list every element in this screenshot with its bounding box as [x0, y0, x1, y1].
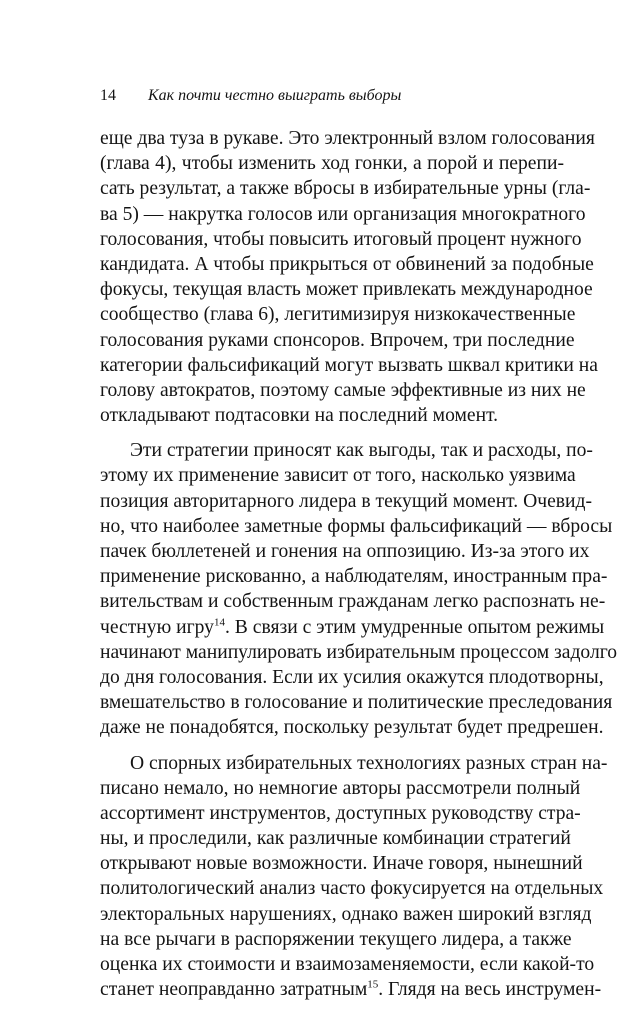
text-line: ва 5) — накрутка голосов или организация многократного [100, 203, 586, 225]
text-line: на все рычаги в распоряжении текущего лидера, а также [100, 928, 572, 950]
text-line: голосования, чтобы повысить итоговый процент нужного [100, 228, 582, 250]
text-line: (глава 4), чтобы изменить ход гонки, а порой и перепи- [100, 153, 564, 175]
text-line: позиция авторитарного лидера в текущий момент. Очевид- [100, 490, 593, 512]
text-line: кандидата. А чтобы прикрыться от обвинений за подобные [100, 253, 594, 275]
text-line: открывают новые возможности. Иначе говоря, нынешний [100, 853, 583, 875]
text-line-with-footnote [100, 615, 605, 640]
text-line: писано немало, но немногие авторы рассмотрели полный [100, 777, 581, 799]
footnote-ref-14[interactable]: 14 [213, 616, 225, 629]
text-line-with-footnote [100, 977, 602, 1002]
text-line: фокусы, текущая власть может привлекать международное [100, 279, 593, 301]
text-line: Эти стратегии приносят как выгоды, так и расходы, по- [130, 440, 593, 462]
text-line: применение рискованно, а наблюдателям, иностранным пра- [100, 566, 608, 588]
text-line: голосования руками спонсоров. Впрочем, три последние [100, 329, 575, 351]
text-line: но, что наиболее заметные формы фальсификаций — вбросы [100, 515, 613, 537]
paragraph-2 [100, 438, 618, 740]
text-line: политологический анализ часто фокусируется на отдельных [100, 878, 604, 900]
text-line: ассортимент инструментов, доступных руководству стра- [100, 802, 581, 824]
line-text-tail: . В связи с этим умудренные опытом режимы [224, 616, 605, 638]
paragraph-1 [100, 126, 598, 428]
book-title: Как почти честно выиграть выборы [148, 87, 402, 104]
text-line: электоральных нарушениях, однако важен широкий взгляд [100, 903, 592, 925]
text-line: откладывают подтасовки на последний момент. [100, 405, 499, 427]
text-line: до дня голосования. Если их усилия окажутся плодотворны, [100, 666, 604, 688]
text-line: категории фальсификаций могут вызвать шквал критики на [100, 354, 598, 376]
body-text [100, 126, 618, 1012]
line-text: честную игру [100, 616, 214, 638]
text-line: пачек бюллетеней и гонения на оппозицию. Из-за этого их [100, 541, 590, 562]
text-line: вмешательство в голосование и политические преследования [100, 692, 613, 714]
footnote-ref-15[interactable]: 15 [367, 978, 379, 991]
paragraph-3 [100, 751, 608, 1003]
text-line: О спорных избирательных технологиях разных стран на- [130, 752, 608, 774]
text-line: вительствам и собственным гражданам легко распознать не- [100, 591, 606, 613]
text-line: оценка их стоимости и взаимозаменяемости, если какой-то [100, 954, 595, 975]
text-line: сообщество (глава 6), легитимизируя низкокачественные [100, 304, 576, 326]
page-number: 14 [100, 87, 116, 104]
text-line: сать результат, а также вбросы в избирательные урны (гла- [100, 178, 591, 200]
line-text: станет неоправданно затратным [100, 979, 368, 1001]
text-line: голову автократов, поэтому самые эффективные из них не [100, 379, 586, 401]
text-line: начинают манипулировать избирательным процессом задолго [100, 641, 618, 663]
text-line: даже не понадобятся, поскольку результат будет предрешен. [100, 717, 604, 739]
text-line: ны, и проследили, как различные комбинации стратегий [100, 828, 571, 850]
text-line: этому их применение зависит от того, насколько уязвима [100, 465, 576, 487]
running-header [100, 86, 560, 106]
text-line: еще два туза в рукаве. Это электронный взлом голосования [100, 128, 595, 149]
line-text-tail: . Глядя на весь инструмен- [378, 979, 602, 1001]
